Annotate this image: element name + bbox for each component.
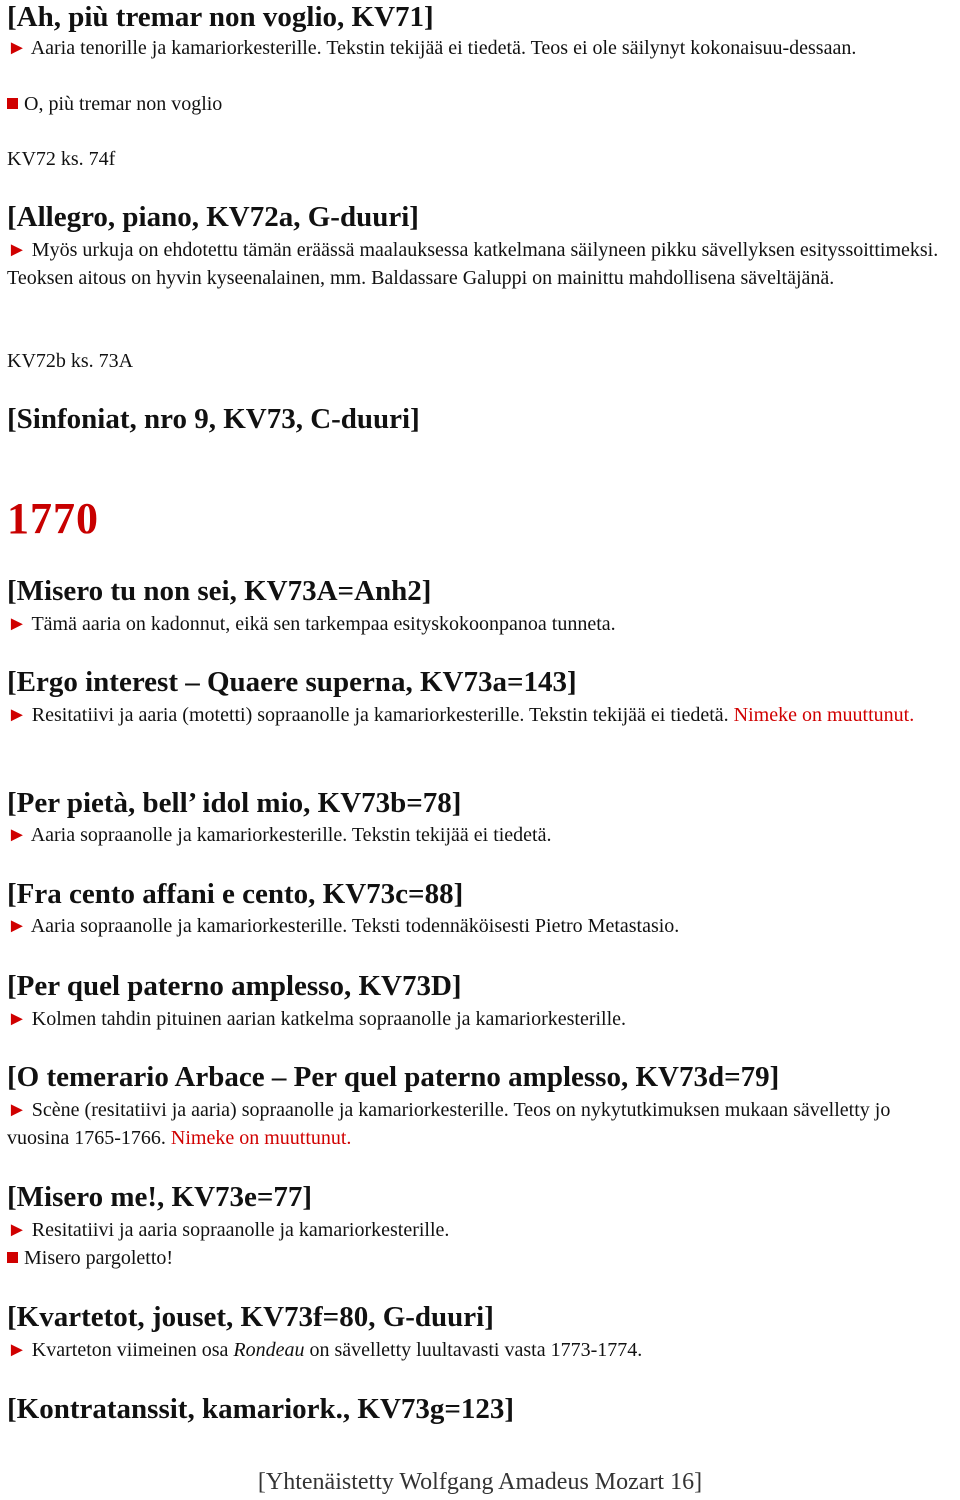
entry-desc-kv73c [7,912,679,940]
entry-heading-kv73e: [Misero me!, KV73e=77] [7,1181,313,1213]
square-bullet-icon [7,98,18,109]
entry-desc-kv71 [7,34,955,62]
entry-heading-kv73D: [Per quel paterno amplesso, KV73D] [7,970,462,1002]
entry-desc-text: Kvarteton viimeinen osa [31,1339,234,1361]
entry-heading-kv73g: [Kontratanssit, kamariork., KV73g=123] [7,1393,515,1425]
entry-desc-text: Resitatiivi ja aaria (motetti) sopraanolle ja kamariorkesterille. Tekstin tekijää ei tiedetä. [31,704,734,726]
entry-heading-kv72a: [Allegro, piano, KV72a, G-duuri] [7,201,419,233]
page-footer: [Yhtenäistetty Wolfgang Amadeus Mozart 16] [257,1469,703,1495]
entry-desc-text: Kolmen tahdin pituinen aarian katkelma sopraanolle ja kamariorkesterille. [31,1008,627,1030]
entry-desc-text: Aaria tenorille ja kamariorkesterille. Tekstin tekijää ei tiedetä. Teos ei ole säilynyt kokonaisuu-dessaan. [30,37,857,59]
cross-reference-kv72: KV72 ks. 74f [7,148,116,170]
entry-heading-kv73f: [Kvartetot, jouset, KV73f=80, G-duuri] [7,1301,494,1333]
entry-alt-title-kv73e [7,1244,173,1272]
entry-alt-title-kv71 [7,90,222,118]
entry-heading-kv71: [Ah, più tremar non voglio, KV71] [7,1,434,33]
triangle-bullet-icon: ► [7,1099,27,1121]
entry-desc-kv73a [7,701,955,729]
triangle-bullet-icon: ► [7,1008,27,1030]
entry-desc-kv73f [7,1336,642,1364]
entry-desc-text: Scène (resitatiivi ja aaria) sopraanolle ja kamariorkesterille. Teos on nykytutkimuksen mukaan sävelletty jo vuosina 1765-1766. [7,1099,891,1149]
entry-desc-text: Tämä aaria on kadonnut, eikä sen tarkempaa esityskokoonpanoa tunneta. [31,613,616,635]
alt-title-text: Misero pargoletto! [24,1247,174,1269]
entry-heading-kv73b: [Per pietà, bell’ idol mio, KV73b=78] [7,787,462,819]
cross-reference-kv72b: KV72b ks. 73A [7,350,134,372]
entry-heading-kv73a: [Ergo interest – Quaere superna, KV73a=143] [7,666,577,698]
entry-desc-kv73D [7,1005,626,1033]
entry-desc-text: Myös urkuja on ehdotettu tämän eräässä maalauksessa katkelmana säilyneen pikku sävellyksen esityssoittimeksi. Teoksen aitous on hyvin kyseenalainen, mm. Baldassare Galuppi on mainittu mahdollisena säveltäjänä. [7,239,939,289]
entry-desc-kv73b [7,821,552,849]
triangle-bullet-icon: ► [7,704,27,726]
entry-desc-kv72a [7,236,955,292]
entry-desc-kv73d [7,1096,955,1152]
entry-desc-text: Resitatiivi ja aaria sopraanolle ja kamariorkesterille. [31,1219,450,1241]
title-changed-note: Nimeke on muuttunut. [170,1127,352,1149]
triangle-bullet-icon: ► [7,1219,27,1241]
movement-name: Rondeau [233,1339,305,1361]
entry-heading-kv73: [Sinfoniat, nro 9, KV73, C-duuri] [7,403,420,435]
entry-desc-text: Aaria sopraanolle ja kamariorkesterille. Teksti todennäköisesti Pietro Metastasio. [30,915,680,937]
entry-desc-text: Aaria sopraanolle ja kamariorkesterille. Tekstin tekijää ei tiedetä. [30,824,552,846]
entry-desc-kv73A [7,610,616,638]
year-heading: 1770 [7,494,99,543]
entry-heading-kv73d: [O temerario Arbace – Per quel paterno amplesso, KV73d=79] [7,1061,780,1093]
alt-title-text: O, più tremar non voglio [24,93,223,115]
entry-heading-kv73c: [Fra cento affani e cento, KV73c=88] [7,878,464,910]
triangle-bullet-icon: ► [7,613,27,635]
triangle-bullet-icon: ► [7,37,27,59]
square-bullet-icon [7,1252,18,1263]
triangle-bullet-icon: ► [7,915,27,937]
entry-desc-kv73e [7,1216,449,1244]
entry-heading-kv73A: [Misero tu non sei, KV73A=Anh2] [7,575,432,607]
triangle-bullet-icon: ► [7,824,27,846]
title-changed-note: Nimeke on muuttunut. [733,704,915,726]
entry-desc-text: on sävelletty luultavasti vasta 1773-1774. [304,1339,643,1361]
triangle-bullet-icon: ► [7,239,27,261]
triangle-bullet-icon: ► [7,1339,27,1361]
